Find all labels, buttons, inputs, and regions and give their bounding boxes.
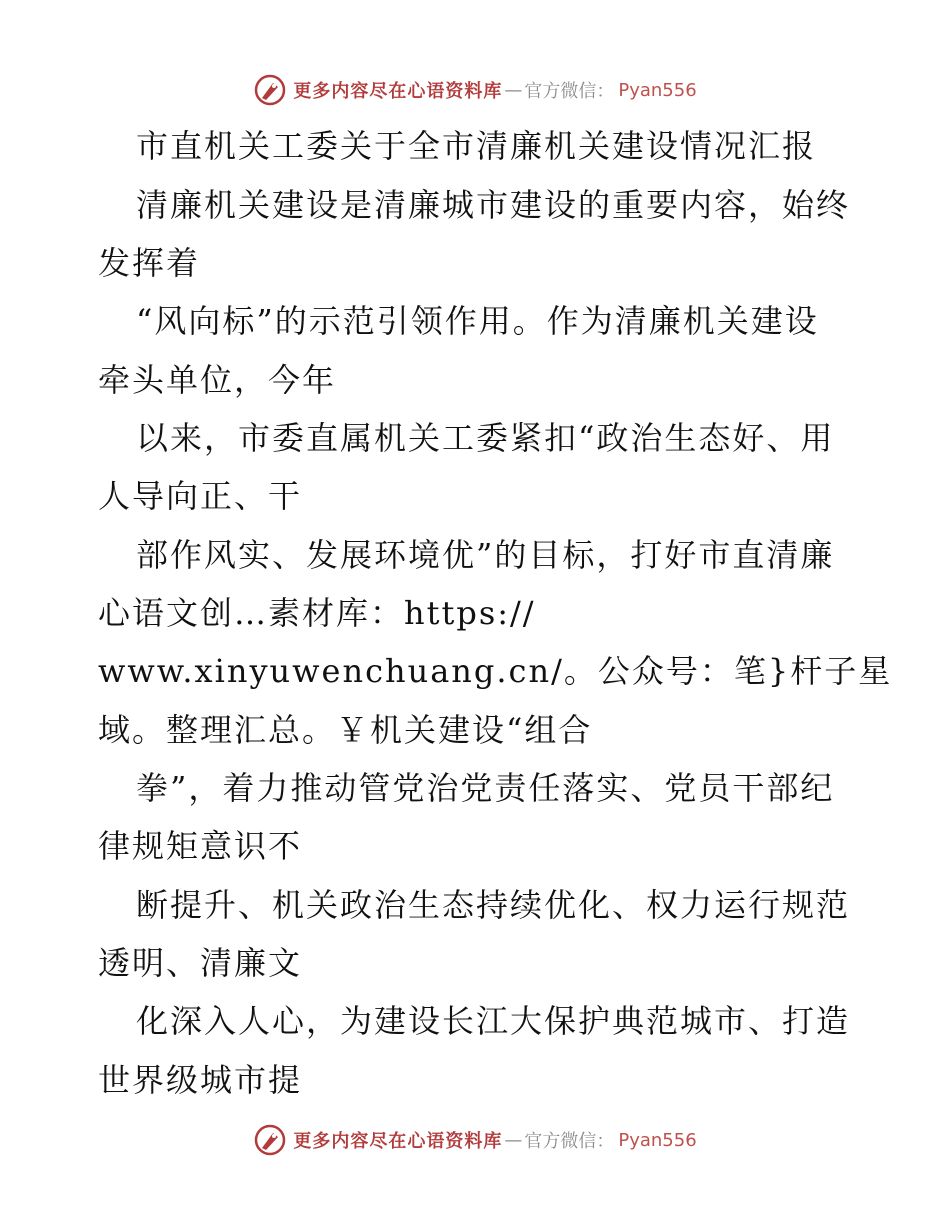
pen-nib-logo-icon <box>253 1123 287 1157</box>
text-line: 发挥着 <box>98 244 201 282</box>
text-line: 清廉机关建设是清廉城市建设的重要内容，始终 <box>136 186 851 224</box>
text-line: 人导向正、干 <box>98 477 303 515</box>
text-line: 透明、清廉文 <box>98 944 303 982</box>
header-banner <box>0 70 950 110</box>
banner-separator: — <box>504 1129 523 1151</box>
text-line: “风向标”的示范引领作用。作为清廉机关建设 <box>136 302 819 340</box>
banner-wechat-id: Pyan556 <box>618 79 697 101</box>
banner-main-text: 更多内容尽在心语资料库 <box>293 81 503 102</box>
text-line: 断提升、机关政治生态持续优化、权力运行规范 <box>136 886 851 924</box>
banner-main-text: 更多内容尽在心语资料库 <box>293 1131 503 1152</box>
text-line: 域。整理汇总。￥机关建设“组合 <box>98 711 593 749</box>
text-line: 以来，市委直属机关工委紧扣“政治生态好、用 <box>136 419 835 457</box>
pen-nib-logo-icon <box>253 73 287 107</box>
text-line: www.xinyuwenchuang.cn/。公众号：笔}杆子星 <box>98 652 893 690</box>
text-line: 拳”，着力推动管党治党责任落实、党员干部纪 <box>136 769 835 807</box>
banner-wechat-id: Pyan556 <box>618 1129 697 1151</box>
banner-label: 官方微信： <box>524 81 615 102</box>
text-line: 心语文创…素材库：https:// <box>98 594 536 632</box>
text-line: 化深入人心，为建设长江大保护典范城市、打造 <box>136 1002 851 1040</box>
text-line: 牵头单位，今年 <box>98 361 337 399</box>
document-title: 市直机关工委关于全市清廉机关建设情况汇报 <box>136 127 817 165</box>
footer-banner <box>0 1120 950 1160</box>
banner-separator: — <box>504 79 523 101</box>
text-line: 部作风实、发展环境优”的目标，打好市直清廉 <box>136 536 835 574</box>
banner-label: 官方微信： <box>524 1131 615 1152</box>
text-line: 世界级城市提 <box>98 1061 303 1099</box>
text-line: 律规矩意识不 <box>98 827 303 865</box>
